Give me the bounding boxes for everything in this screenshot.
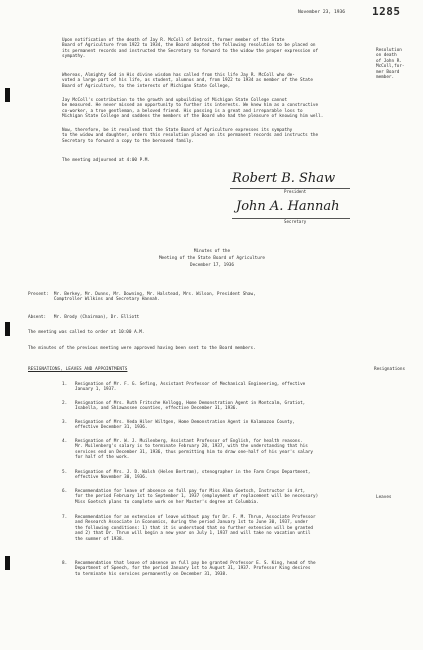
margin-note-resignations: Resignations: [374, 367, 406, 372]
item-number: 5.: [62, 470, 68, 475]
margin-note-resolution: Resolution on death of John R. McColl,for- mer Board member.: [376, 48, 405, 81]
item-number: 2.: [62, 401, 68, 406]
item-number: 8.: [62, 561, 68, 566]
binding-marker: [5, 322, 10, 336]
item-text: Resignation of Mrs. Ruth Fritsche Kellogg, Home Demonstration Agent in Montcalm, Gratiot, Isabella, and Shiawassee counties, effective December 31, 1936.: [75, 401, 306, 412]
resolution-paragraph: Upon notification of the death of Jay R. McColl of Detroit, former member of the State Board of Agriculture from 1922 to 1934, the Board adopted the following resolution to be placed on its permanent records and instructed the Secretary to forward to the widow the proper expression of sympathy.: [62, 38, 319, 60]
resolution-paragraph: Whereas, Almighty God in His divine wisdom has called from this life Jay R. McColl who de- voted a large part of his life, as student, alumnus and, from 1922 to 1934 as member of the State Board of Agriculture, to the interests of Michigan State College,: [62, 73, 313, 89]
page-number: 1285: [372, 5, 401, 18]
adjournment-text: The meeting adjourned at 4:00 P.M.: [62, 158, 150, 163]
minutes-heading-line: Minutes of the: [193, 249, 231, 254]
item-text: Resignation of Mr. W. J. Muilenberg, Assistant Professor of English, for health reasons. Mr. Muilenberg's salary is to terminate February 28, 1937, with the understanding that his services end on December 31, 1936, thus permitting him to draw one-half of his year's salary for half of the work.: [75, 439, 313, 461]
item-text: Recommendation for leave of absence on full pay for Miss Alma Goetsch, Instructor in Art, for the period February 1st to September 1, 1937 (employment of replacement will be necessary) Miss Goetsch plans to complete work on her Master's degree at Columbia.: [75, 489, 319, 505]
minutes-heading-line: Meeting of the State Board of Agriculture: [158, 256, 266, 261]
margin-note-leaves: Leaves: [376, 495, 392, 500]
absent-list: Absent: Mr. Brody (Chairman), Dr. Elliott: [28, 315, 140, 320]
item-text: Resignation of Mr. F. G. Sefing, Assistant Professor of Mechanical Engineering, effective January 1, 1937.: [75, 382, 306, 393]
item-number: 1.: [62, 382, 68, 387]
item-number: 3.: [62, 420, 68, 425]
item-text: Resignation of Mrs. Veda Hiler Wiltgen, Home Demonstration Agent in Kalamazoo County, effective December 31, 1936.: [75, 420, 295, 431]
resolution-paragraph: Jay McColl's contribution to the growth and upbuilding of Michigan State College cannot be measured. He never missed an opportunity to further its interests. We knew him as a constructive co-worker, a true gentleman, a beloved friend. His passing is a great and irreparable loss to Michigan State College and saddens the members of the Board who had the pleasure of knowing him well.: [62, 98, 324, 120]
item-number: 4.: [62, 439, 68, 444]
present-list: Present: Mr. Berkey, Mr. Dunns, Mr. Downing, Mr. Halstead, Mrs. Wilson, President Shaw, Comptroller Wilkins and Secretary Hannah.: [28, 292, 256, 303]
president-signature: Robert B. Shaw: [232, 171, 336, 186]
minutes-approved: The minutes of the previous meeting were approved having been sent to the Board members.: [28, 346, 256, 351]
secretary-caption: Secretary: [284, 219, 307, 224]
item-text: Recommendation that leave of absence on full pay be granted Professor E. S. King, head of the Department of Speech, for the period January 1st to August 31, 1937. Professor King desires to terminate his services permanently on December 31, 1938.: [75, 561, 316, 577]
binding-marker: [5, 556, 10, 570]
president-caption: President: [284, 189, 307, 194]
called-to-order: The meeting was called to order at 10:00 A.M.: [28, 330, 145, 335]
item-text: Resignation of Mrs. J. D. Walsh (Helen Bertram), stenographer in the Farm Crops Department, effective November 30, 1936.: [75, 470, 311, 481]
item-text: Recommendation for an extension of leave without pay for Dr. F. M. Thrun, Associate Professor and Research Associate in Economics, during the period January 1st to June 30, 1937, under the following conditions: 1) that it is understood that no further extension will be granted and 2) that Dr. Thrun will begin a new year on July 1, 1937 and will take no vacation until the summer of 1938.: [75, 515, 316, 542]
resolution-paragraph: Now, therefore, be it resolved that the State Board of Agriculture expresses its sympathy to the widow and daughter, orders this resolution placed on its permanent records and instructs the Secretary to forward a copy to the bereaved family.: [62, 128, 319, 144]
binding-marker: [5, 88, 10, 102]
minutes-heading-line: December 17, 1936: [190, 263, 234, 268]
item-number: 7.: [62, 515, 68, 520]
page-date: November 23, 1936: [298, 10, 346, 15]
item-number: 6.: [62, 489, 68, 494]
section-heading: RESIGNATIONS, LEAVES AND APPOINTMENTS: [28, 367, 128, 372]
secretary-signature: John A. Hannah: [236, 199, 340, 214]
